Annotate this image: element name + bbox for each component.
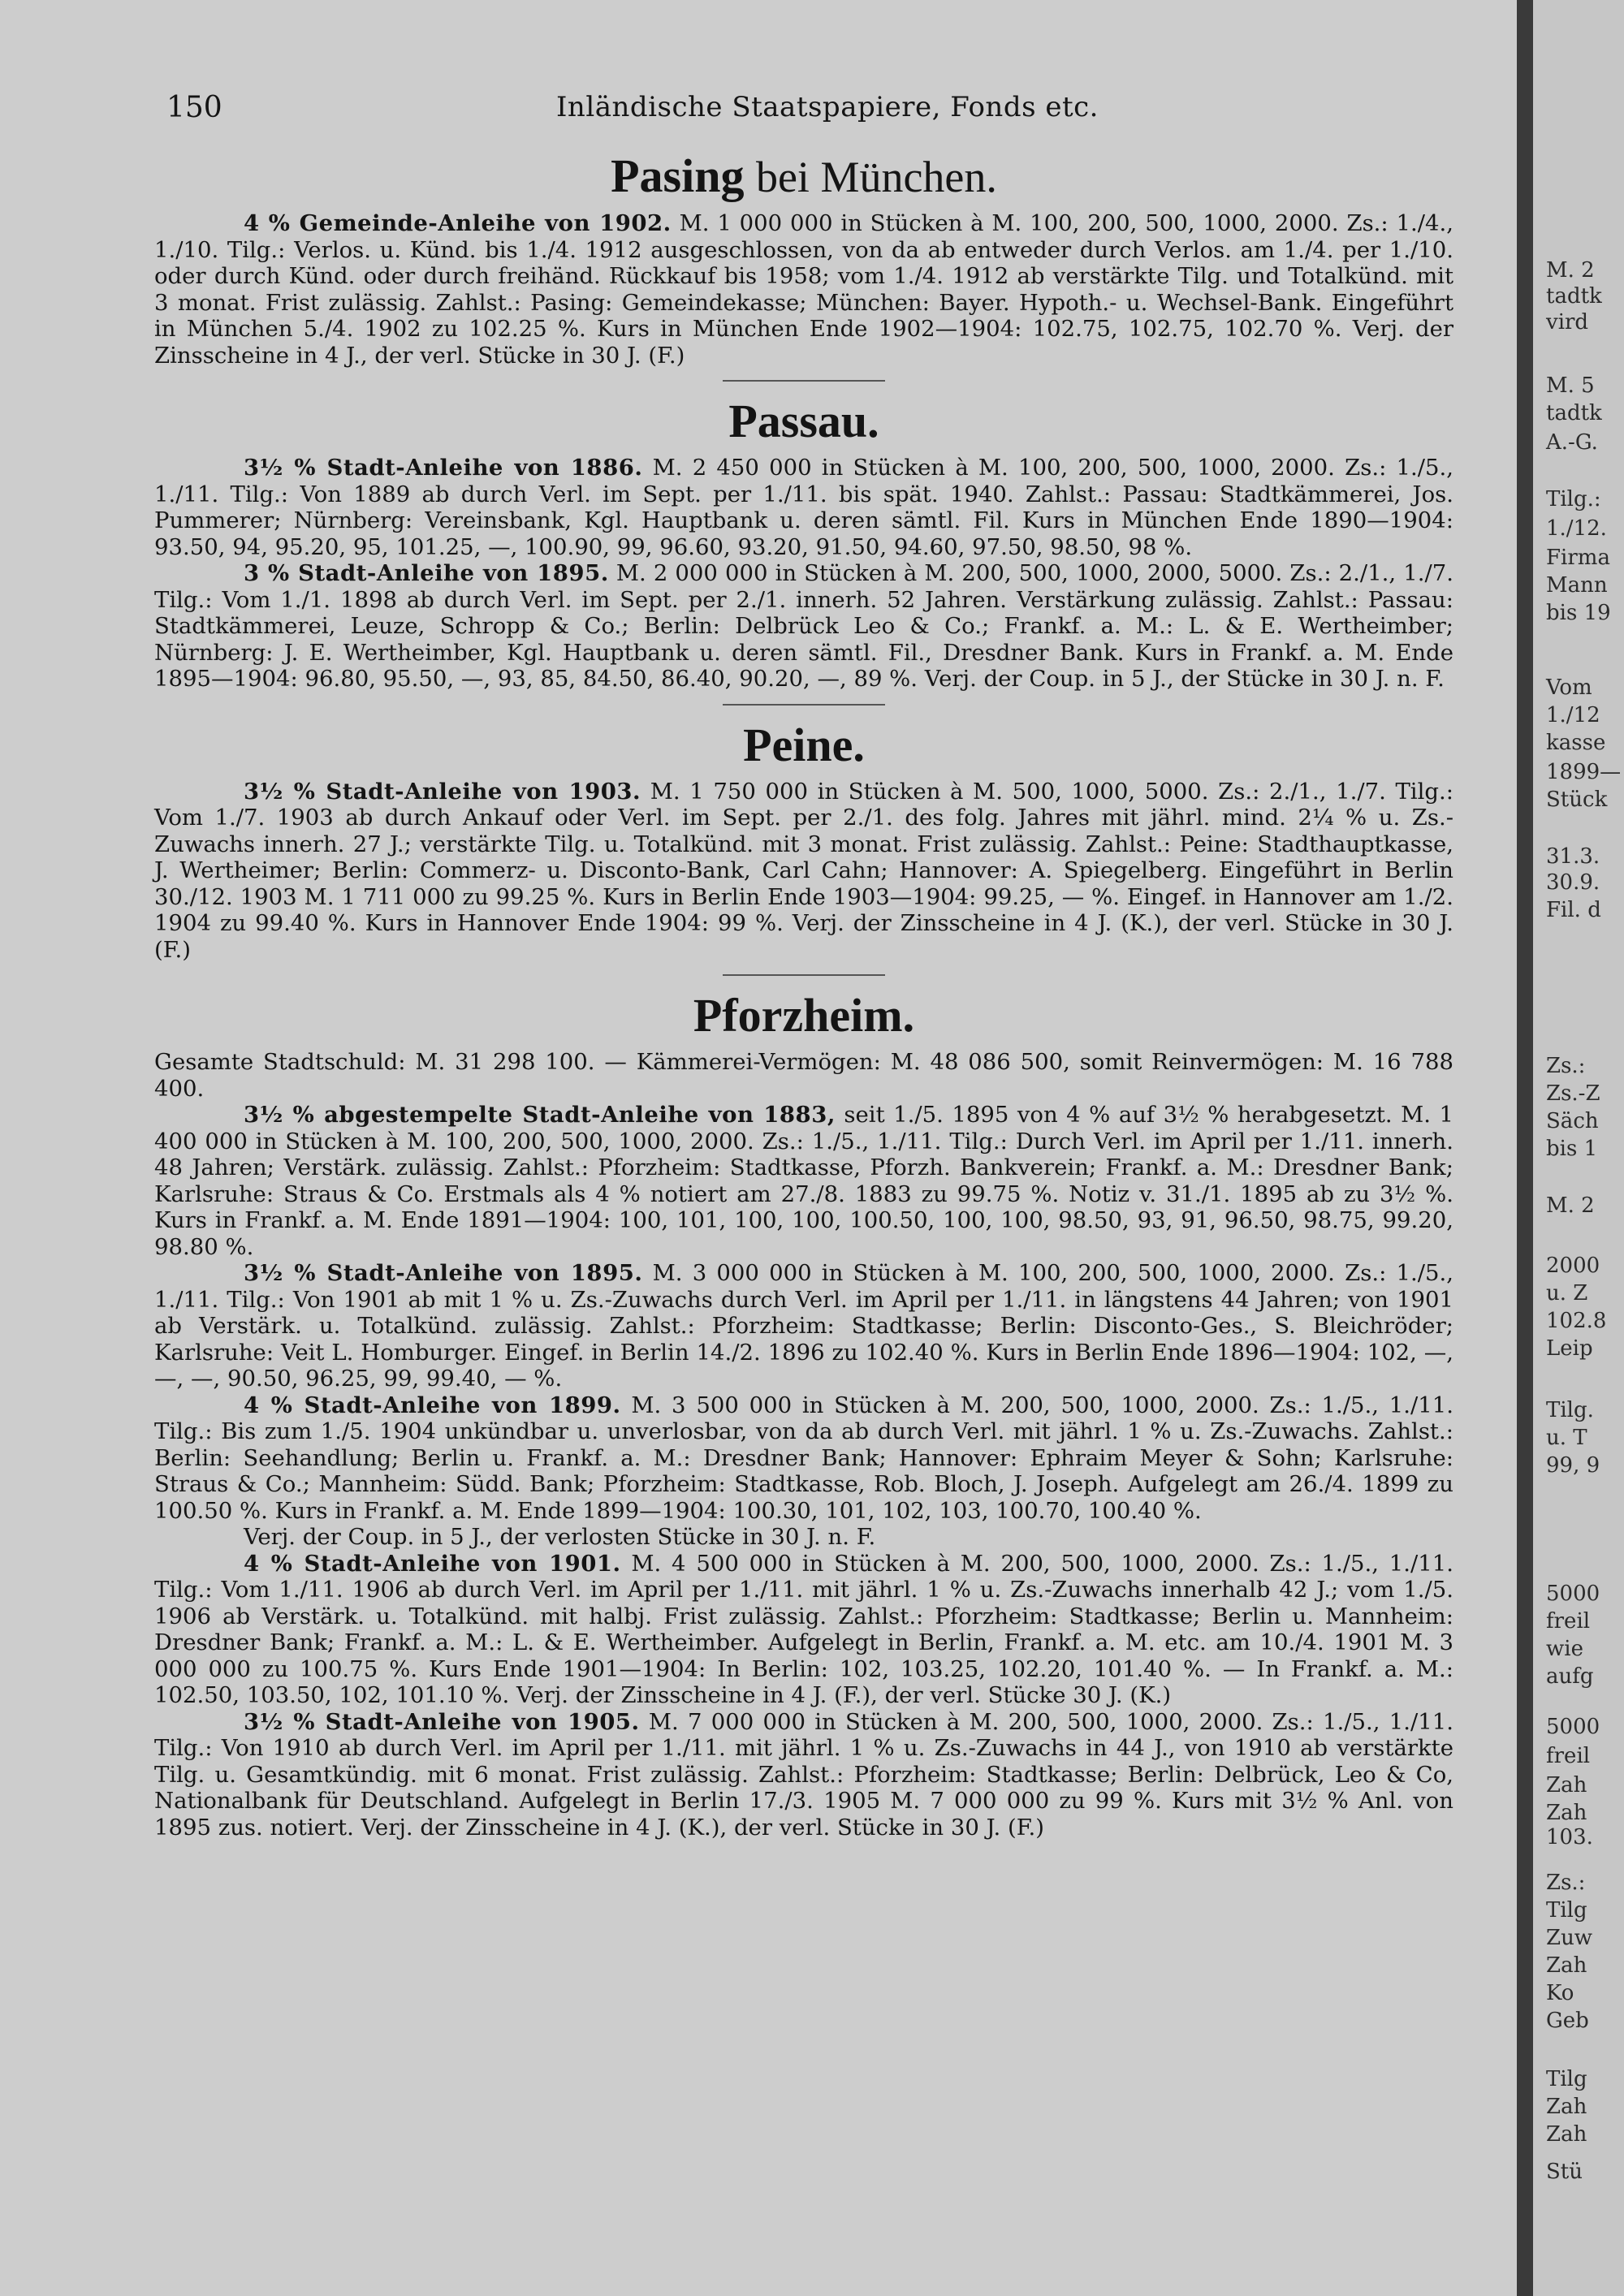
adjacent-page-fragment: Zah	[1546, 1801, 1587, 1825]
city-name: Pforzheim.	[693, 989, 915, 1042]
adjacent-page-fragment: wie	[1546, 1637, 1583, 1661]
bond-title: 4 % Gemeinde-Anleihe von 1902.	[244, 210, 672, 236]
adjacent-page-fragment: 2000	[1546, 1254, 1600, 1278]
adjacent-page-fragment: u. T	[1546, 1426, 1587, 1450]
section-heading-passau	[154, 393, 1453, 450]
adjacent-page-fragment: Zah	[1546, 1953, 1587, 1978]
adjacent-page-fragment: 99, 9	[1546, 1453, 1600, 1478]
adjacent-page-fragment: Stück	[1546, 788, 1608, 812]
bond-entry	[154, 1551, 1453, 1709]
adjacent-page-fragment: 1./12	[1546, 703, 1600, 727]
adjacent-page-fragment: Tilg	[1546, 2067, 1587, 2091]
bond-title: 4 % Stadt-Anleihe von 1899.	[244, 1392, 621, 1418]
adjacent-page-fragment: 1899—	[1546, 760, 1622, 784]
adjacent-page-fragment: 5000	[1546, 1715, 1600, 1739]
section-heading-pforzheim	[154, 987, 1453, 1044]
adjacent-page-fragment: tadtk	[1546, 401, 1602, 425]
adjacent-page-fragment: tadtk	[1546, 284, 1602, 309]
adjacent-page-fragment: kasse	[1546, 731, 1606, 755]
bond-entry	[154, 455, 1453, 560]
bond-title: 3½ % Stadt-Anleihe von 1895.	[244, 1260, 643, 1286]
adjacent-page-fragment: Zs.:	[1546, 1054, 1586, 1078]
adjacent-page-fragment: Tilg	[1546, 1898, 1587, 1923]
bond-text: M. 3 000 000 in Stücken à M. 100, 200, 500, 1000, 2000. Zs.: 1./5., 1./11. Tilg.: Von 1901 ab mit 1 % u. Zs.-Zuwachs durch Verl. im April per 1./11. in längstens 44 Jahren; von 1901 ab Verstärk. u. Totalkünd. zulässig. Zahlst.: Pforzheim: Stadtkasse; Berlin: Disconto-Ges., S. Bleichröder; Karlsruhe: Veit L. Homburger. Eingef. in Berlin 14./2. 1896 zu 102.40 %. Kurs in Berlin Ende 1896—1904: 102, —, —, —, 90.50, 96.25, 99, 99.40, — %.	[154, 1260, 1454, 1392]
adjacent-page-fragment: Geb	[1546, 2009, 1589, 2033]
bond-title: 3½ % Stadt-Anleihe von 1903.	[244, 778, 641, 805]
adjacent-page-fragment: freil	[1546, 1609, 1591, 1634]
adjacent-page-fragment: Mann	[1546, 573, 1608, 598]
bond-text: M. 2 450 000 in Stücken à M. 100, 200, 500, 1000, 2000. Zs.: 1./5., 1./11. Tilg.: Von 1889 ab durch Verl. im Sept. per 1./11. bis spät. 1940. Zahlst.: Passau: Stadtkämmerei, Jos. Pummerer; Nürnberg: Vereinsbank, Kgl. Hauptbank u. deren sämtl. Fil. Kurs in München Ende 1890—1904: 93.50, 94, 95.20, 95, 101.25, —, 100.90, 99, 96.60, 93.20, 91.50, 94.60, 97.50, 98.50, 98 %.	[154, 455, 1454, 560]
adjacent-page-fragment: A.-G.	[1546, 430, 1598, 455]
bond-text: Verj. der Coup. in 5 J., der verlosten Stücke in 30 J. n. F.	[244, 1524, 876, 1550]
bond-title: 3½ % abgestempelte Stadt-Anleihe von 1883,	[244, 1102, 836, 1128]
running-head	[166, 91, 1449, 132]
bond-note	[154, 1524, 1453, 1551]
adjacent-page-fragment: Zuw	[1546, 1926, 1593, 1950]
bond-entry	[154, 1260, 1453, 1392]
adjacent-page-fragment: Vom	[1546, 675, 1592, 700]
city-name: Passau.	[728, 395, 879, 447]
adjacent-page-fragment: Säch	[1546, 1109, 1599, 1133]
page-content	[154, 148, 1453, 1841]
page-number: 150	[166, 91, 222, 124]
adjacent-page-fragment: Leip	[1546, 1336, 1593, 1361]
city-name: Peine.	[743, 718, 865, 771]
city-subtitle: bei München.	[755, 153, 997, 201]
adjacent-page-fragment: Zah	[1546, 2122, 1587, 2147]
adjacent-page-fragment: 31.3.	[1546, 844, 1600, 869]
adjacent-page-fragment: 103.	[1546, 1825, 1593, 1849]
bond-text: M. 1 000 000 in Stücken à M. 100, 200, 500, 1000, 2000. Zs.: 1./4., 1./10. Tilg.: Verlos. u. Künd. bis 1./4. 1912 ausgeschlossen, von da ab entweder durch Verlos. am 1./4. per 1./10. oder durch Künd. oder durch freihänd. Rückkauf bis 1958; vom 1./4. 1912 ab verstärkte Tilg. und Totalkünd. mit 3 monat. Frist zulässig. Zahlst.: Pasing: Gemeindekasse; München: Bayer. Hypoth.- u. Wechsel-Bank. Eingeführt in München 5./4. 1902 zu 102.25 %. Kurs in München Ende 1902—1904: 102.75, 102.75, 102.70 %. Verj. der Zinsscheine in 4 J., der verl. Stücke in 30 J. (F.)	[154, 210, 1454, 369]
adjacent-page-fragment: 1./12.	[1546, 516, 1607, 541]
bond-title: 3½ % Stadt-Anleihe von 1905.	[244, 1708, 640, 1735]
adjacent-page-fragment: Zs.-Z	[1546, 1081, 1600, 1106]
adjacent-page-fragment: freil	[1546, 1744, 1591, 1768]
adjacent-page-fragment: bis 1	[1546, 1137, 1598, 1161]
section-divider	[723, 704, 885, 706]
adjacent-page-fragment: vird	[1546, 310, 1589, 334]
adjacent-page-edge	[1533, 0, 1624, 2296]
adjacent-page-fragment: Firma	[1546, 546, 1610, 570]
adjacent-page-fragment: Zah	[1546, 1773, 1587, 1798]
adjacent-page-fragment: Tilg.	[1546, 1398, 1594, 1422]
running-title: Inländische Staatspapiere, Fonds etc.	[556, 91, 1099, 123]
bond-entry	[154, 1709, 1453, 1841]
adjacent-page-fragment: 30.9.	[1546, 870, 1600, 895]
bond-entry	[154, 1392, 1453, 1525]
section-heading-pasing	[154, 148, 1453, 205]
adjacent-page-fragment: Stü	[1546, 2160, 1583, 2184]
bond-title: 3 % Stadt-Anleihe von 1895.	[244, 560, 609, 586]
adjacent-page-fragment: bis 19	[1546, 601, 1611, 625]
bond-entry	[154, 210, 1453, 369]
bond-text: M. 7 000 000 in Stücken à M. 200, 500, 1000, 2000. Zs.: 1./5., 1./11. Tilg.: Von 1910 ab durch Verl. im April per 1./11. mit jährl. 1 % u. Zs.-Zuwachs in 44 J., von 1910 ab verstärkte Tilg. u. Gesamtkündig. mit 6 monat. Frist zulässig. Zahlst.: Pforzheim: Stadtkasse; Berlin: Delbrück, Leo & Co, Nationalbank für Deutschland. Aufgelegt in Berlin 17./3. 1905 M. 7 000 000 zu 99 %. Kurs mit 3½ % Anl. von 1895 zus. notiert. Verj. der Zinsscheine in 4 J. (K.), der verl. Stücke in 30 J. (F.)	[154, 1708, 1453, 1841]
adjacent-page-fragment: M. 2	[1546, 258, 1595, 283]
adjacent-page-fragment: Zs.:	[1546, 1871, 1586, 1895]
adjacent-page-fragment: Zah	[1546, 2095, 1587, 2119]
book-gutter	[1517, 0, 1533, 2296]
adjacent-page-fragment: 5000	[1546, 1582, 1600, 1606]
section-divider	[723, 380, 885, 382]
adjacent-page-fragment: Tilg.:	[1546, 487, 1601, 511]
adjacent-page-fragment: Fil. d	[1546, 898, 1601, 922]
adjacent-page-fragment: 102.8	[1546, 1309, 1607, 1333]
bond-entry	[154, 1102, 1453, 1260]
bond-text: seit 1./5. 1895 von 4 % auf 3½ % herabgesetzt. M. 1 400 000 in Stücken à M. 100, 200, 500, 1000, 2000. Zs.: 1./5., 1./11. Tilg.: Durch Verl. im April per 1./11. innerh. 48 Jahren; Verstärk. zulässig. Zahlst.: Pforzheim: Stadtkasse, Pforzh. Bankverein; Frankf. a. M.: Dresdner Bank; Karlsruhe: Straus & Co. Erstmals als 4 % notiert am 27./8. 1883 zu 99.75 %. Notiz v. 31./1. 1895 ab zu 3½ %. Kurs in Frankf. a. M. Ende 1891—1904: 100, 101, 100, 100, 100.50, 100, 100, 98.50, 93, 91, 96.50, 98.75, 99.20, 98.80 %.	[154, 1102, 1454, 1260]
bond-entry	[154, 560, 1453, 693]
bond-text: M. 4 500 000 in Stücken à M. 200, 500, 1000, 2000. Zs.: 1./5., 1./11. Tilg.: Vom 1./11. 1906 ab durch Verl. im April per 1./11. mit jährl. 1 % u. Zs.-Zuwachs innerhalb 42 J.; vom 1./5. 1906 ab Verstärk. u. Totalkünd. mit halbj. Frist zulässig. Zahlst.: Pforzheim: Stadtkasse; Berlin u. Mannheim: Dresdner Bank; Frankf. a. M.: L. & E. Wertheimber. Aufgelegt in Berlin, Frankf. a. M. etc. am 10./4. 1901 M. 3 000 000 zu 100.75 %. Kurs Ende 1901—1904: In Berlin: 102, 103.25, 102.20, 101.40 %. — In Frankf. a. M.: 102.50, 103.50, 102, 101.10 %. Verj. der Zinsscheine in 4 J. (F.), der verl. Stücke 30 J. (K.)	[154, 1550, 1453, 1708]
section-divider	[723, 974, 885, 976]
section-heading-peine	[154, 717, 1453, 774]
bond-title: 3½ % Stadt-Anleihe von 1886.	[244, 455, 643, 481]
bond-text: M. 1 750 000 in Stücken à M. 500, 1000, 5000. Zs.: 2./1., 1./7. Tilg.: Vom 1./7. 1903 ab durch Ankauf oder Verl. im Sept. per 2./1. des folg. Jahres mit jährl. mind. 2¼ % u. Zs.-Zuwachs innerh. 27 J.; verstärkte Tilg. u. Totalkünd. mit 3 monat. Frist zulässig. Zahlst.: Peine: Stadthauptkasse, J. Wertheimer; Berlin: Commerz- u. Disconto-Bank, Carl Cahn; Hannover: A. Spiegelberg. Eingeführt in Berlin 30./12. 1903 M. 1 711 000 zu 99.25 %. Kurs in Berlin Ende 1903—1904: 99.25, — %. Eingef. in Hannover am 1./2. 1904 zu 99.40 %. Kurs in Hannover Ende 1904: 99 %. Verj. der Zinsscheine in 4 J. (K.), der verl. Stücke in 30 J. (F.)	[154, 778, 1453, 963]
bond-text: M. 2 000 000 in Stücken à M. 200, 500, 1000, 2000, 5000. Zs.: 2./1., 1./7. Tilg.: Vom 1./1. 1898 ab durch Verl. im Sept. per 2./1. innerh. 52 Jahren. Verstärkung zulässig. Zahlst.: Passau: Stadtkämmerei, Leuze, Schropp & Co.; Berlin: Delbrück Leo & Co.; Frankf. a. M.: L. & E. Wertheimber; Nürnberg: J. E. Wertheimber, Kgl. Hauptbank u. deren sämtl. Fil., Dresdner Bank. Kurs in Frankf. a. M. Ende 1895—1904: 96.80, 95.50, —, 93, 85, 84.50, 86.40, 90.20, —, 89 %. Verj. der Coup. in 5 J., der Stücke in 30 J. n. F.	[154, 560, 1453, 692]
city-name: Pasing	[611, 149, 745, 202]
adjacent-page-fragment: M. 2	[1546, 1193, 1595, 1218]
adjacent-page-fragment: M. 5	[1546, 373, 1595, 398]
bond-text: M. 3 500 000 in Stücken à M. 200, 500, 1000, 2000. Zs.: 1./5., 1./11. Tilg.: Bis zum 1./5. 1904 unkündbar u. unverlosbar, von da ab durch Verl. mit jährl. 1 % u. Zs.-Zuwachs. Zahlst.: Berlin: Seehandlung; Berlin u. Frankf. a. M.: Dresdner Bank; Hannover: Ephraim Meyer & Sohn; Karlsruhe: Straus & Co.; Mannheim: Südd. Bank; Pforzheim: Stadtkasse, Rob. Bloch, J. Joseph. Aufgelegt am 26./4. 1899 zu 100.50 %. Kurs in Frankf. a. M. Ende 1899—1904: 100.30, 101, 102, 103, 100.70, 100.40 %.	[154, 1392, 1453, 1524]
adjacent-page-fragment: u. Z	[1546, 1281, 1588, 1306]
adjacent-page-fragment: Ko	[1546, 1981, 1574, 2005]
adjacent-page-fragment: aufg	[1546, 1664, 1594, 1689]
city-debt-summary: Gesamte Stadtschuld: M. 31 298 100. — Kämmerei-Vermögen: M. 48 086 500, somit Reinvermögen: M. 16 788 400.	[154, 1049, 1453, 1102]
bond-entry	[154, 779, 1453, 964]
bond-title: 4 % Stadt-Anleihe von 1901.	[244, 1550, 621, 1577]
